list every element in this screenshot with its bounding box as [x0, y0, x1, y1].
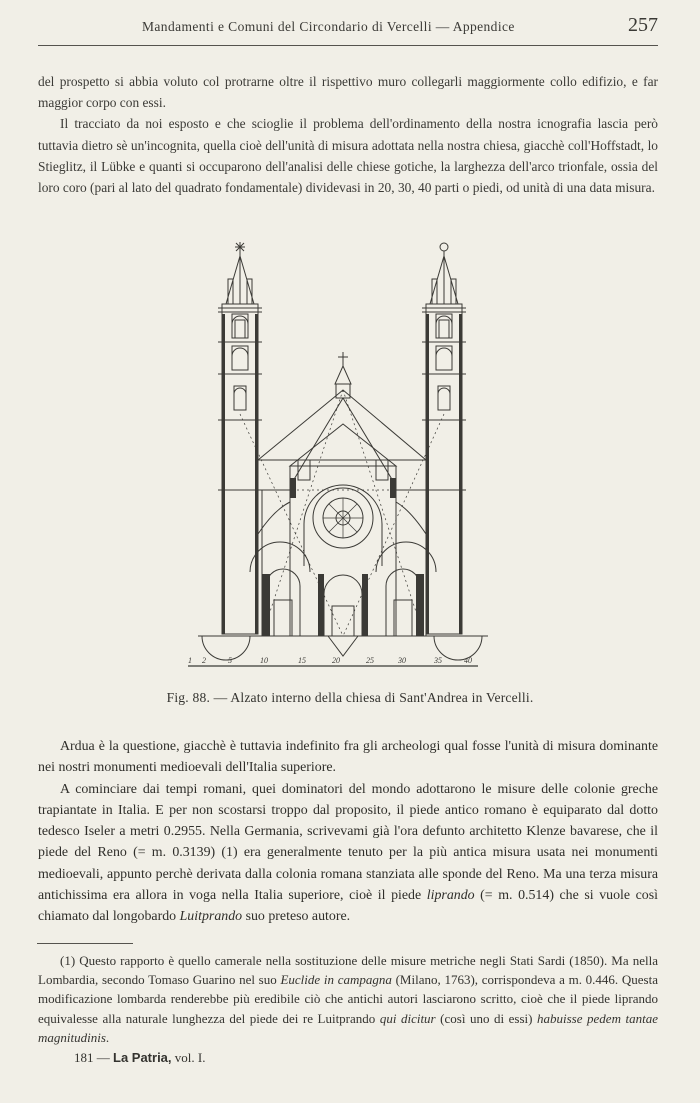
scale-label: 25	[366, 656, 374, 665]
text-run: A cominciare dai tempi romani, quei dominatori del mondo adottarono le misure delle colonie greche trapiantate in Italia. E per non scostarsi troppo dal proposito, il piede antico romano è equiparato dal dotto tedesco Iseler a metri 0.2955. Nella Germania, scrivevami già l'ora defunto architetto Klenze bavarese, che il piede del Reno (= m. 0.3139) (1) era generalmente tenuto per la più antica misura usata nei monumenti medioevali, appunto perchè derivata dalla colonia romana stanziata alle sponde del Reno. Ma una terza misura antichissima era allora in voga nella Italia superiore, cioè il piede	[38, 781, 658, 904]
scale-label: 40	[464, 656, 472, 665]
paragraph: del prospetto si abbia voluto col protrarne oltre il rispettivo muro collegarli maggiormente collo edifizio, e far maggior corpo con essi.	[38, 74, 658, 111]
header-rule	[38, 45, 658, 46]
text-run: (Milano, 1763), corrispondeva a m. 0.446. Questa modificazione lombarda renderebbe più eredibile ciò che antichi autori lasciarono scritto, cioè che il piede liprando equivalesse alla naturale lunghezza del piede dei re Luitprando	[38, 972, 658, 1026]
footnote-text	[38, 951, 658, 1047]
volume: vol. I.	[174, 1050, 206, 1065]
paragraph	[38, 779, 658, 928]
church-elevation-drawing	[188, 234, 498, 674]
footnote-rule	[37, 943, 133, 944]
text-run: .	[105, 1029, 110, 1045]
running-title: Mandamenti e Comuni del Circondario di Vercelli — Appendice	[142, 19, 515, 34]
scale-label: 30	[398, 656, 406, 665]
scale-label: 2	[202, 656, 206, 665]
scale-label: 5	[228, 656, 232, 665]
journal-name: La Patria,	[113, 1050, 172, 1065]
footnote	[38, 951, 658, 1047]
body-text-top	[38, 71, 658, 198]
italic-quote: qui dicitur	[379, 1010, 436, 1026]
scale-label: 20	[332, 656, 340, 665]
body-text-bottom	[38, 736, 658, 928]
sheet-number: 181 —	[74, 1050, 110, 1065]
printer-signature	[74, 1050, 205, 1066]
text-run: (= m. 0.514) che si vuole così chiamato dal longobardo	[38, 888, 659, 925]
scale-label: 15	[298, 656, 306, 665]
scale-label: 1	[188, 656, 192, 665]
italic-quote: habuisse pedem tantae magnitudinis	[38, 1010, 658, 1045]
church-elevation-figure	[188, 234, 498, 674]
paragraph: Il tracciato da noi esposto e che scioglie il problema dell'ordinamento della nostra icnografia lascia però tuttavia dietro sè un'incognita, quella cioè dell'unità di misura adottata nella nostra chiesa, giacchè coll'Hoffstadt, lo Stieglitz, il Lübke e quanti si occuparono dell'analisi delle chiese gotiche, la larghezza dell'arco trionfale, ossia del loro coro (pari al lato del quadrato fondamentale) dividevasi in 20, 30, 40 parti o piedi, od unità di una data misura.	[38, 116, 658, 196]
text-run: (così uno di essi)	[435, 1010, 537, 1026]
scale-bar	[188, 656, 472, 665]
scale-label: 35	[434, 656, 442, 665]
italic-term: liprando	[426, 888, 475, 904]
italic-title: Euclide in campagna	[280, 972, 392, 988]
paragraph: Ardua è la questione, giacchè è tuttavia indefinito fra gli archeologi qual fosse l'unità di misura dominante nei nostri monumenti medioevali dell'Italia superiore.	[38, 739, 658, 776]
figure-caption: Fig. 88. — Alzato interno della chiesa di Sant'Andrea in Vercelli.	[166, 690, 534, 705]
text-run: (1) Questo rapporto è quello camerale nella sostituzione delle misure metriche negli Stati Sardi (1850). Ma nella Lombardia, secondo Tomaso Guarino nel suo	[38, 953, 658, 988]
page-number: 257	[628, 14, 658, 36]
text-run: suo preteso autore.	[242, 909, 351, 925]
scale-label: 10	[260, 656, 268, 665]
italic-term: Luitprando	[179, 909, 243, 925]
page-header	[38, 14, 658, 42]
